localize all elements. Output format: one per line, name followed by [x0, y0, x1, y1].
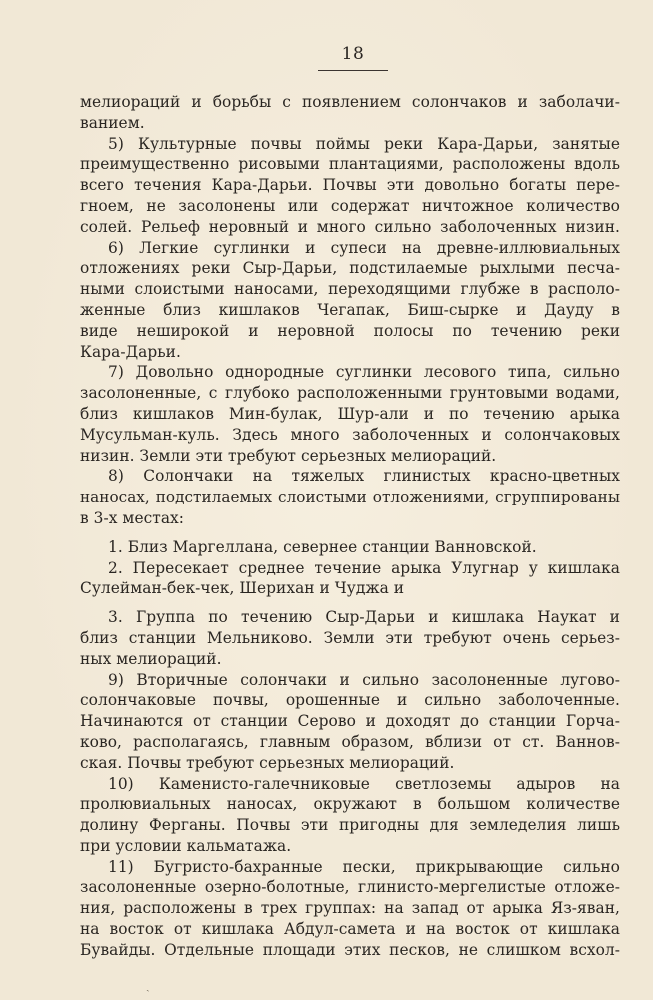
- text-line: низин. Земли эти требуют серьезных мелиораций.: [80, 446, 497, 465]
- list-item: 3. Группа по течению Сыр-Дарьи и кишлака Наукат и: [108, 608, 620, 627]
- text-line: ванием.: [80, 113, 145, 132]
- text-line: ния, расположены в трех группах: на запад от арыка Яз-яван,: [80, 899, 620, 918]
- paragraph-gap: [80, 529, 620, 537]
- page-speck: ˎ: [146, 979, 150, 992]
- text-line: близ станции Мельниково. Земли эти требуют очень серьез-: [80, 628, 620, 647]
- text-line: ская. Почвы требуют серьезных мелиораций.: [80, 753, 455, 772]
- page-number: 18: [341, 44, 365, 64]
- text-line: пролювиальных наносах, окружают в большом количестве: [80, 795, 620, 814]
- text-line: ными слоистыми наносами, переходящими глубже в располо-: [80, 280, 620, 299]
- text-line: 9) Вторичные солончаки и сильно засолоненные лугово-: [108, 670, 620, 689]
- text-line: Кара-Дарьи.: [80, 342, 181, 361]
- text-line: женные близ кишлаков Чегапак, Биш-сырке и Дауду в: [80, 300, 620, 319]
- text-line: всего течения Кара-Дарьи. Почвы эти довольно богаты пере-: [80, 176, 620, 195]
- text-line: мелиораций и борьбы с появлением солончаков и заболачи-: [80, 93, 620, 111]
- text-line: близ кишлаков Мин-булак, Шур-али и по течению арыка: [80, 404, 620, 423]
- text-line: 10) Каменисто-галечниковые светлоземы адыров на: [108, 774, 620, 793]
- text-line: 8) Солончаки на тяжелых глинистых красно-цветных: [108, 467, 620, 486]
- text-line: гноем, не засолонены или содержат ничтожное количество: [80, 196, 620, 215]
- page-number-rule: [318, 70, 388, 71]
- text-line: засолоненные, с глубоко расположенными грунтовыми водами,: [80, 384, 620, 403]
- text-line: Начинаются от станции Серово и доходят до станции Горча-: [80, 712, 620, 731]
- text-line: при условии кальматажа.: [80, 836, 292, 855]
- text-line: отложениях реки Сыр-Дарьи, подстилаемые рыхлыми песча-: [80, 259, 620, 278]
- text-line: засолоненные озерно-болотные, глинисто-мергелистые отложе-: [80, 878, 620, 897]
- text-line: преимущественно рисовыми плантациями, расположены вдоль: [80, 155, 620, 174]
- text-line: Мусульман-куль. Здесь много заболоченных и солончаковых: [80, 425, 620, 444]
- text-line: Сулейман-бек-чек, Шерихан и Чуджа и: [80, 579, 405, 598]
- text-line: на восток от кишлака Абдул-самета и на восток от кишлака: [80, 920, 620, 939]
- text-line: 5) Культурные почвы поймы реки Кара-Дарьи, занятые: [108, 134, 620, 153]
- list-item: 1. Близ Маргеллана, севернее станции Ванновской.: [108, 537, 537, 556]
- paragraph-gap: [80, 599, 620, 607]
- text-line: долину Ферганы. Почвы эти пригодны для земледелия лишь: [80, 816, 620, 835]
- text-line: 11) Бугристо-бахранные пески, прикрывающие сильно: [108, 857, 620, 876]
- page-body-text: [80, 92, 620, 961]
- text-line: виде неширокой и неровной полосы по течению реки: [80, 321, 620, 340]
- text-line: наносах, подстилаемых слоистыми отложениями, сгруппированы: [80, 488, 620, 507]
- text-line: в 3-х местах:: [80, 508, 185, 527]
- text-line: ково, располагаясь, главным образом, вблизи от ст. Ваннов-: [80, 732, 620, 751]
- text-line: солей. Рельеф неровный и много сильно заболоченных низин.: [80, 217, 620, 236]
- text-line: 7) Довольно однородные суглинки лесового типа, сильно: [108, 363, 620, 382]
- list-item: 2. Пересекает среднее течение арыка Улугнар у кишлака: [108, 558, 620, 577]
- text-line: 6) Легкие суглинки и супеси на древне-иллювиальных: [108, 238, 620, 257]
- text-line: Бувайды. Отдельные площади этих песков, не слишком всхол-: [80, 940, 620, 959]
- text-line: ных мелиораций.: [80, 649, 222, 668]
- text-line: солончаковые почвы, орошенные и сильно заболоченные.: [80, 691, 620, 710]
